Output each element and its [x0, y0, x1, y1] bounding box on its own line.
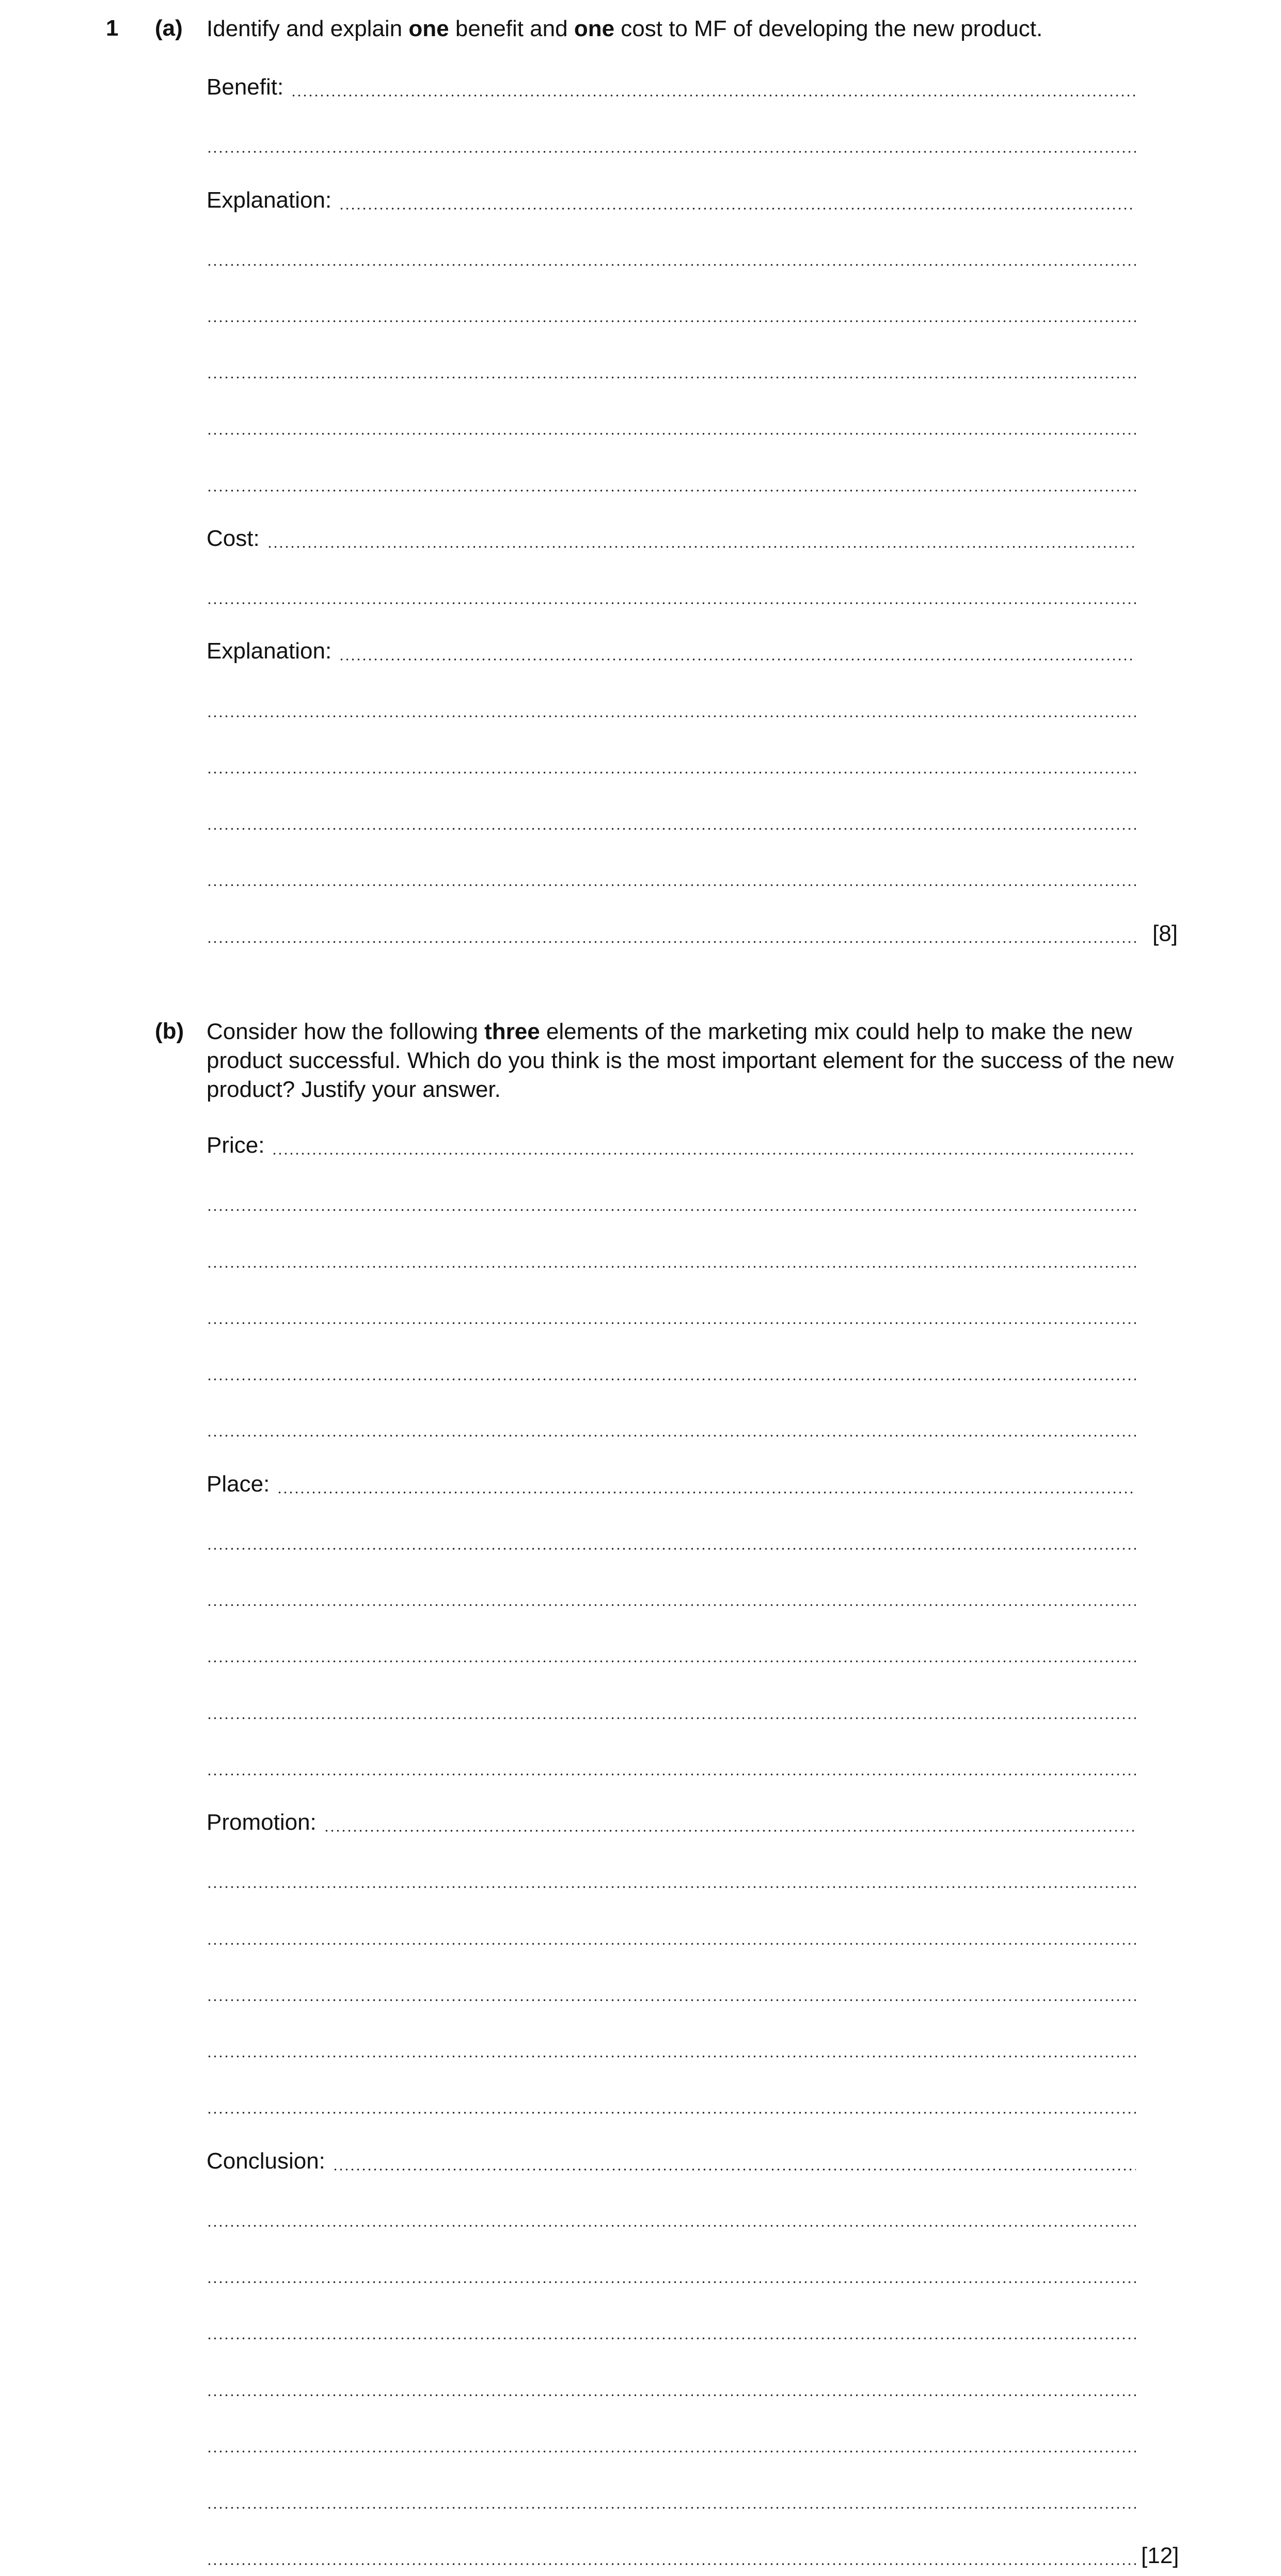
- dotted-line: [207, 1548, 1136, 1550]
- dotted-line: [333, 2169, 1136, 2171]
- answer-line[interactable]: [207, 2486, 1136, 2513]
- answer-line[interactable]: [207, 1640, 1136, 1667]
- dotted-line: [291, 95, 1136, 97]
- dotted-line: [207, 433, 1136, 435]
- dotted-line: [207, 884, 1136, 886]
- prompt-emphasis: one: [574, 16, 615, 41]
- dotted-line: [207, 1717, 1136, 1719]
- answer-line[interactable]: [207, 1753, 1136, 1780]
- answer-line[interactable]: [207, 807, 1136, 834]
- dotted-line: [339, 658, 1136, 661]
- part-b-prompt: [207, 1017, 1198, 1104]
- answer-line[interactable]: [207, 2204, 1136, 2231]
- answer-line-explanation[interactable]: [207, 638, 1136, 665]
- dotted-line: [207, 1943, 1136, 1945]
- dotted-line: [207, 715, 1136, 717]
- part-a-label: (a): [155, 15, 183, 41]
- price-label: Price:: [207, 1133, 265, 1158]
- dotted-line: [207, 2281, 1136, 2283]
- answer-line[interactable]: [207, 2542, 1136, 2569]
- answer-line[interactable]: [207, 1414, 1136, 1441]
- dotted-line: [207, 1322, 1136, 1324]
- dotted-line: [207, 264, 1136, 266]
- answer-line[interactable]: [207, 300, 1136, 326]
- answer-line[interactable]: [207, 2430, 1136, 2457]
- answer-line[interactable]: [207, 1301, 1136, 1328]
- promotion-label: Promotion:: [207, 1810, 317, 1835]
- answer-line[interactable]: [207, 751, 1136, 778]
- dotted-line: [207, 2394, 1136, 2396]
- dotted-line: [207, 2563, 1136, 2565]
- answer-line-cost[interactable]: [207, 525, 1136, 552]
- marks-b: [12]: [1141, 2543, 1179, 2568]
- answer-line[interactable]: [207, 2091, 1136, 2118]
- answer-line-promotion[interactable]: [207, 1809, 1136, 1836]
- dotted-line: [272, 1153, 1136, 1155]
- answer-line[interactable]: [207, 1245, 1136, 1272]
- dotted-line: [207, 2055, 1136, 2057]
- dotted-line: [324, 1830, 1136, 1832]
- answer-line[interactable]: [207, 1922, 1136, 1949]
- dotted-line: [207, 320, 1136, 322]
- answer-line-benefit[interactable]: [207, 74, 1136, 101]
- explanation-label: Explanation:: [207, 187, 332, 213]
- dotted-line: [207, 1773, 1136, 1776]
- prompt-text: Identify and explain: [207, 16, 409, 41]
- answer-line[interactable]: [207, 243, 1136, 270]
- dotted-line: [207, 2337, 1136, 2339]
- dotted-line: [207, 2451, 1136, 2453]
- prompt-emphasis: one: [408, 16, 449, 41]
- dotted-line: [207, 828, 1136, 830]
- dotted-line: [207, 2225, 1136, 2227]
- dotted-line: [207, 151, 1136, 153]
- answer-line[interactable]: [207, 469, 1136, 496]
- cost-label: Cost:: [207, 526, 260, 551]
- answer-line[interactable]: [207, 356, 1136, 383]
- dotted-line: [207, 772, 1136, 774]
- answer-line[interactable]: [207, 1583, 1136, 1610]
- answer-line[interactable]: [207, 920, 1136, 947]
- answer-line[interactable]: [207, 582, 1136, 608]
- dotted-line: [207, 1660, 1136, 1662]
- prompt-emphasis: three: [484, 1019, 540, 1044]
- dotted-line: [207, 1999, 1136, 2001]
- dotted-line: [207, 1378, 1136, 1380]
- part-a-prompt: [207, 14, 1198, 43]
- answer-line[interactable]: [207, 2317, 1136, 2344]
- dotted-line: [267, 546, 1136, 548]
- prompt-text: elements of the marketing mix could help to make the new product successful. Which do you think is the most important element for the success of the new product? Justify your answer.: [207, 1019, 1174, 1102]
- dotted-line: [207, 1604, 1136, 1606]
- dotted-line: [277, 1491, 1136, 1494]
- dotted-line: [207, 2112, 1136, 2114]
- answer-line[interactable]: [207, 2260, 1136, 2287]
- prompt-text: Consider how the following: [207, 1019, 485, 1044]
- conclusion-label: Conclusion:: [207, 2148, 325, 2174]
- answer-line[interactable]: [207, 412, 1136, 439]
- question-number: 1: [106, 15, 119, 41]
- dotted-line: [207, 1266, 1136, 1268]
- prompt-text: cost to MF of developing the new product.: [614, 16, 1043, 41]
- answer-line[interactable]: [207, 1358, 1136, 1385]
- dotted-line: [207, 1435, 1136, 1437]
- marks-a: [8]: [1152, 921, 1178, 946]
- dotted-line: [207, 376, 1136, 379]
- answer-line-conclusion[interactable]: [207, 2148, 1136, 2175]
- dotted-line: [207, 490, 1136, 492]
- benefit-label: Benefit:: [207, 74, 284, 100]
- dotted-line: [207, 2507, 1136, 2509]
- dotted-line: [207, 941, 1136, 943]
- dotted-line: [207, 1209, 1136, 1211]
- place-label: Place:: [207, 1471, 270, 1497]
- part-b-label: (b): [155, 1018, 184, 1044]
- dotted-line: [339, 208, 1136, 210]
- answer-line[interactable]: [207, 695, 1136, 721]
- dotted-line: [207, 602, 1136, 604]
- answer-line[interactable]: [207, 1697, 1136, 1723]
- answer-line[interactable]: [207, 2035, 1136, 2062]
- explanation-label: Explanation:: [207, 638, 332, 664]
- answer-line[interactable]: [207, 863, 1136, 890]
- answer-line[interactable]: [207, 1978, 1136, 2005]
- answer-line-explanation[interactable]: [207, 187, 1136, 214]
- answer-line-place[interactable]: [207, 1471, 1136, 1498]
- answer-line[interactable]: [207, 1527, 1136, 1554]
- answer-line-price[interactable]: [207, 1132, 1136, 1159]
- answer-line[interactable]: [207, 1865, 1136, 1892]
- answer-line[interactable]: [207, 130, 1136, 157]
- prompt-text: benefit and: [449, 16, 574, 41]
- answer-line[interactable]: [207, 2374, 1136, 2400]
- dotted-line: [207, 1886, 1136, 1888]
- answer-line[interactable]: [207, 1188, 1136, 1215]
